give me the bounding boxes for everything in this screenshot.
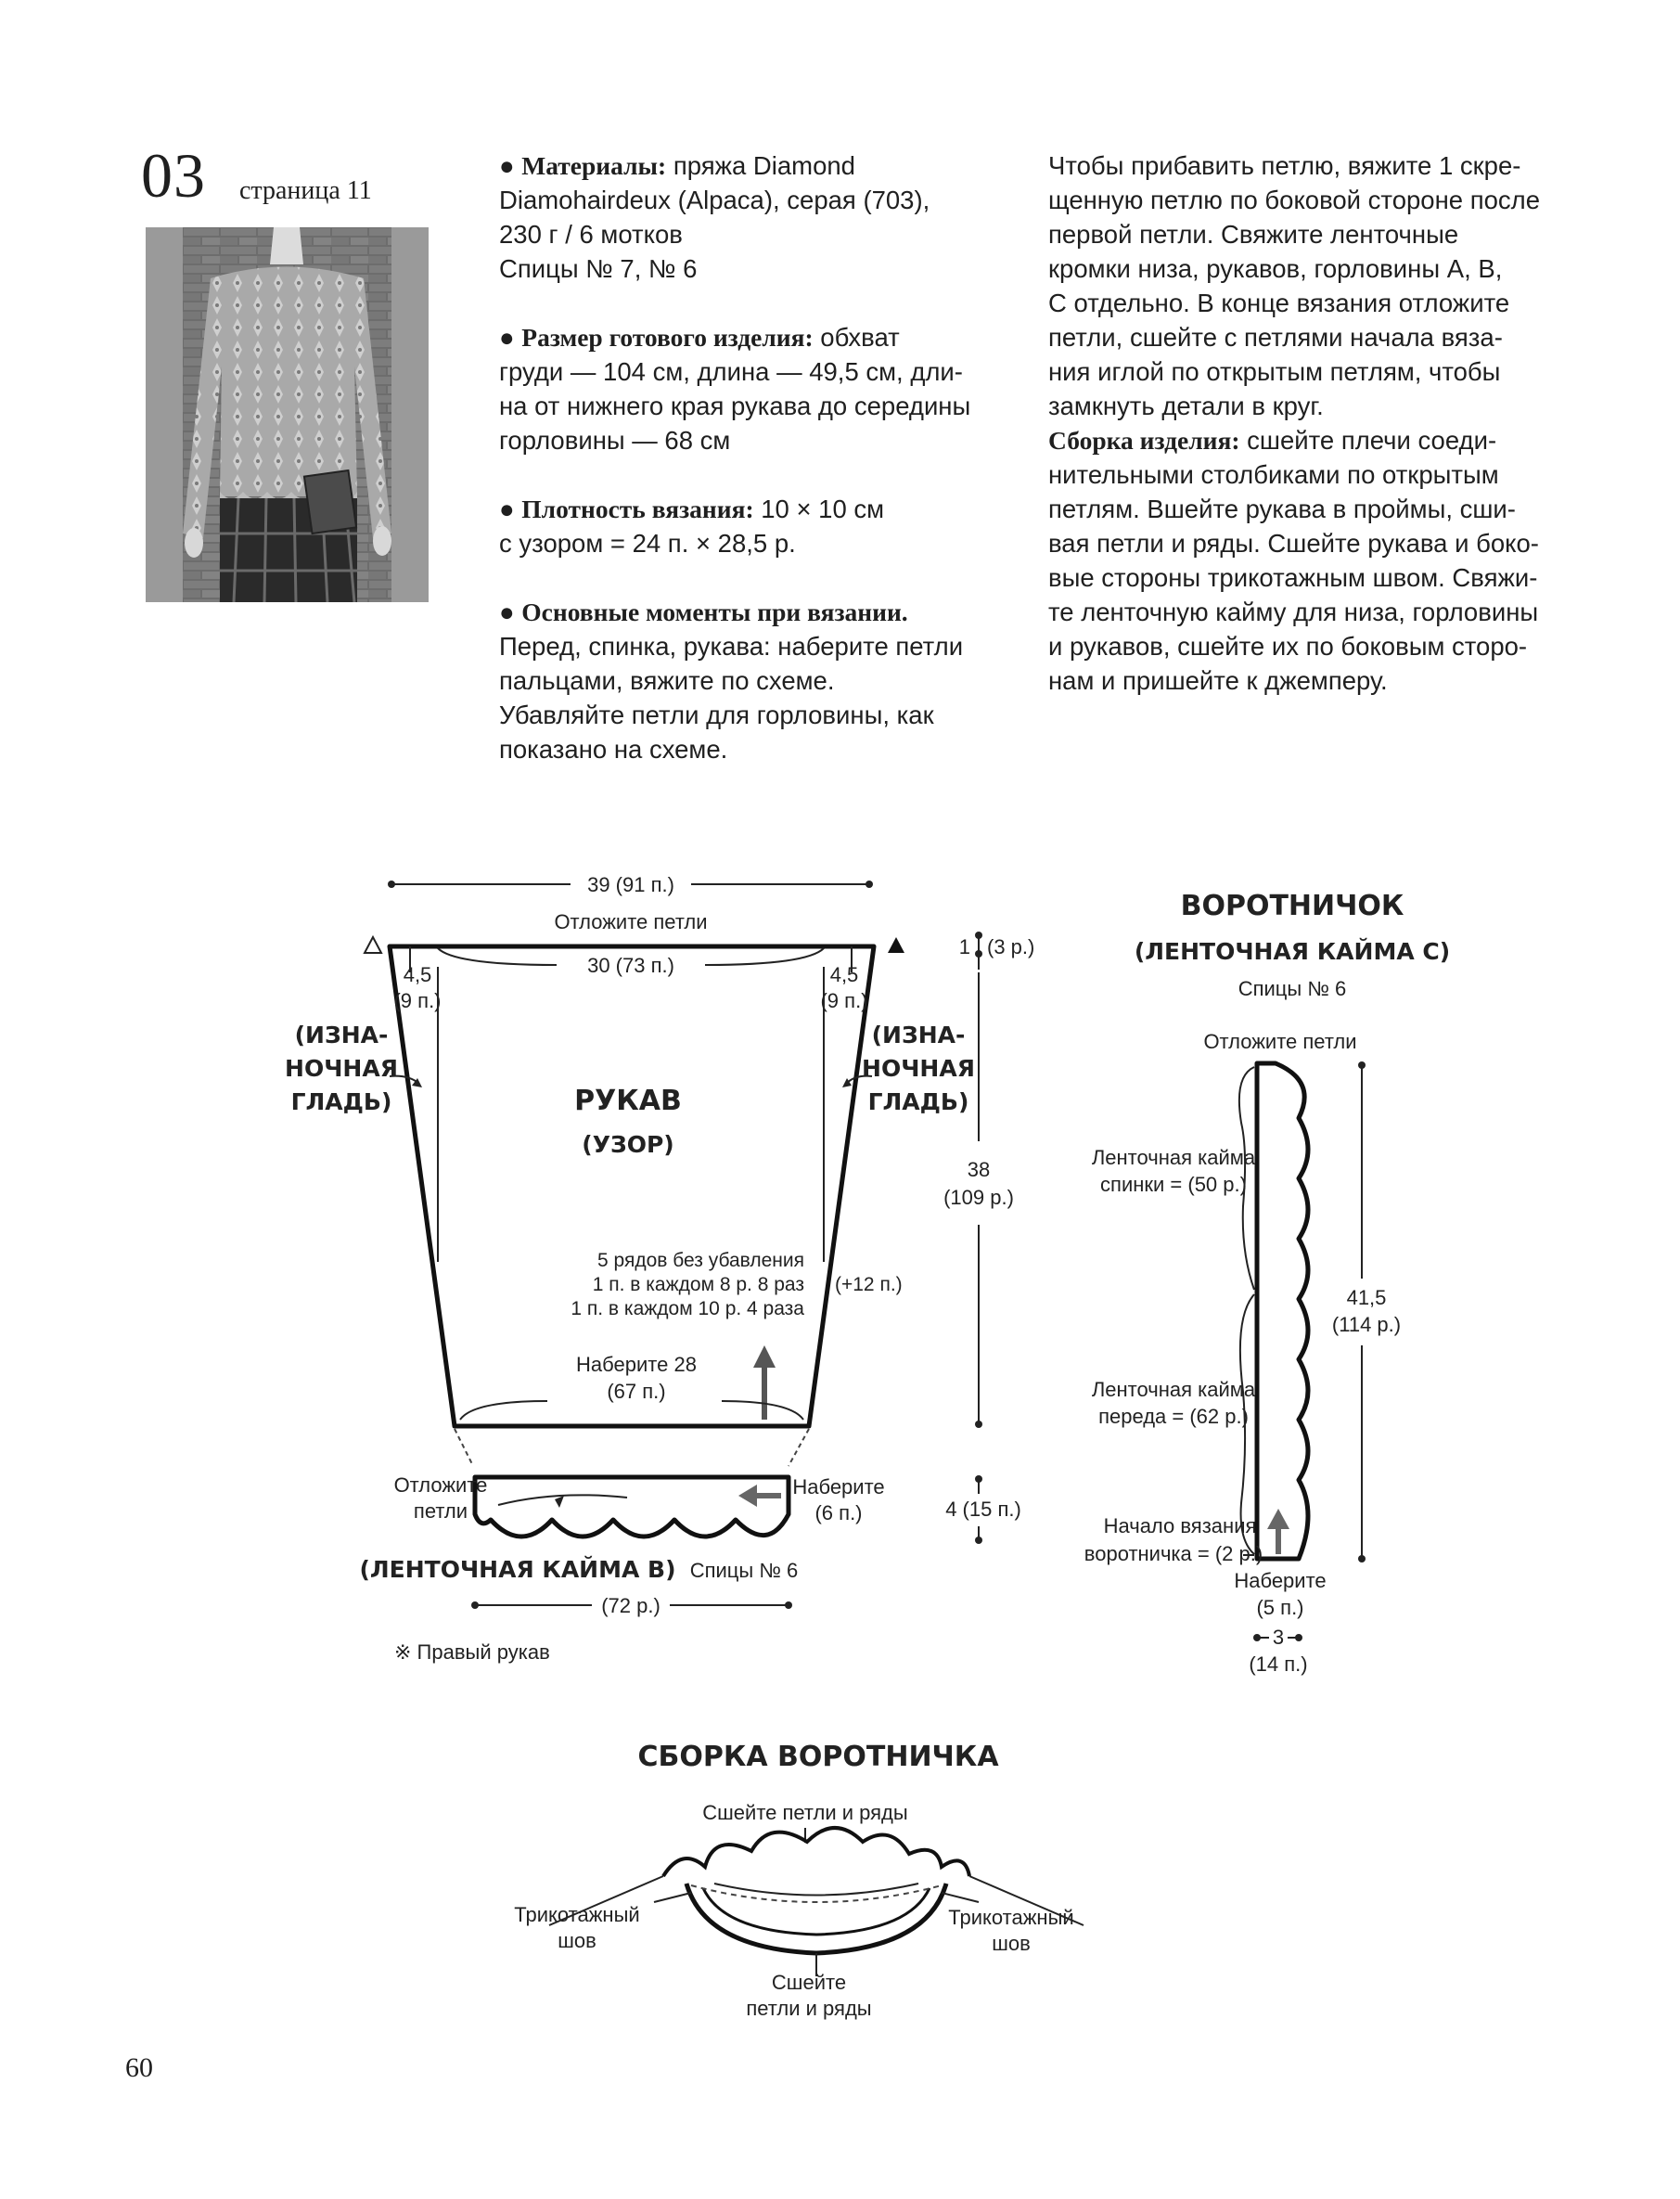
- open-triangle-icon: [365, 937, 381, 953]
- materials-text: пряжа Diamond: [673, 151, 855, 180]
- bullet-icon: ●: [499, 323, 515, 352]
- instruction-line: замкнуть детали в круг.: [1048, 392, 1324, 420]
- edging-band-b: [475, 1477, 789, 1537]
- collar-title: ВОРОТНИЧОК: [1180, 890, 1404, 922]
- band-bind-off: петли: [413, 1499, 468, 1523]
- reverse-stockinette-right: НОЧНАЯ: [862, 1055, 975, 1082]
- collar-start: Начало вязания: [1103, 1514, 1257, 1537]
- instruction-line: и рукавов, сшейте их по боковым сторо-: [1048, 632, 1528, 661]
- bullet-icon: ●: [499, 151, 515, 180]
- instruction-line: петлям. Вшейте рукава в проймы, сши-: [1048, 495, 1516, 523]
- instruction-line: сшейте плечи соеди-: [1247, 426, 1497, 455]
- key-points-label: Основные моменты при вязании.: [521, 598, 908, 626]
- instruction-line: кромки низа, рукавов, горловины A, B,: [1048, 254, 1503, 283]
- sleeve-height: 38: [967, 1158, 991, 1181]
- page-number: 60: [125, 2052, 153, 2083]
- size-label: Размер готового изделия:: [521, 323, 814, 352]
- sleeve-top-width: 39 (91 п.): [587, 873, 674, 896]
- pattern-number: 03: [141, 140, 206, 211]
- sleeve-left-side-size: 4,5: [403, 963, 432, 986]
- instruction-line: те ленточную кайму для низа, горловины: [1048, 598, 1539, 626]
- sleeve-title: РУКАВ: [574, 1085, 682, 1117]
- collar-diagram: [1084, 890, 1450, 1676]
- instruction-line: нам и пришейте к джемперу.: [1048, 666, 1388, 695]
- collar-front-band: переда = (62 р.): [1098, 1405, 1249, 1428]
- collar-assembly-diagram: [514, 1741, 1084, 2020]
- size-text: на от нижнего края рукава до середины: [499, 392, 971, 420]
- assembly-top-label: Сшейте петли и ряды: [702, 1801, 908, 1824]
- assembly-label: Сборка изделия:: [1048, 426, 1240, 455]
- instruction-line: щенную петлю по боковой стороне после: [1048, 186, 1540, 214]
- sleeve-top-rows: (3 р.): [987, 935, 1035, 958]
- reverse-stockinette-left: НОЧНАЯ: [285, 1055, 398, 1082]
- reverse-stockinette-left: (ИЗНА-: [294, 1022, 389, 1048]
- key-points-text: Убавляйте петли для горловины, как: [499, 701, 934, 729]
- collar-bind-off: Отложите петли: [1203, 1030, 1357, 1053]
- materials-text: Diamohairdeux (Alpaca), серая (703),: [499, 186, 930, 214]
- materials-text: Спицы № 7, № 6: [499, 254, 698, 283]
- direction-arrow-icon: [1267, 1509, 1289, 1529]
- page-reference: страница 11: [239, 176, 372, 205]
- instruction-line: нительными столбиками по открытым: [1048, 460, 1499, 489]
- assembly-right-label: шов: [992, 1932, 1031, 1955]
- key-points-text: Перед, спинка, рукава: наберите петли: [499, 632, 964, 661]
- instruction-line: вая петли и ряды. Сшейте рукава и боко-: [1048, 529, 1539, 558]
- instruction-line: ния иглой по открытым петлям, чтобы: [1048, 357, 1501, 386]
- gauge-text: 10 × 10 см: [761, 495, 885, 523]
- collar-cast-on-stitches: (5 п.): [1256, 1596, 1304, 1619]
- assembly-bottom-label: Сшейте: [771, 1971, 847, 1994]
- instruction-line: C отдельно. В конце вязания отложите: [1048, 289, 1510, 317]
- collar-length: 41,5: [1346, 1286, 1387, 1309]
- collar-back-band: Ленточная кайма: [1091, 1146, 1256, 1169]
- collar-front-band: Ленточная кайма: [1091, 1378, 1256, 1401]
- materials-label: Материалы:: [521, 151, 667, 180]
- collar-width-stitches: (14 п.): [1249, 1652, 1308, 1676]
- assembly-left-label: шов: [558, 1929, 596, 1952]
- assembly-bottom-label: петли и ряды: [746, 1997, 872, 2020]
- shaping-instructions: 5 рядов без убавления: [597, 1250, 804, 1271]
- band-b-title: (ЛЕНТОЧНАЯ КАЙМА B): [359, 1556, 676, 1583]
- band-bind-off: Отложите: [393, 1473, 488, 1497]
- instruction-line: Чтобы прибавить петлю, вяжите 1 скре-: [1048, 151, 1521, 180]
- assembly-right-label: Трикотажный: [948, 1906, 1074, 1929]
- collar-back-band: спинки = (50 р.): [1100, 1173, 1247, 1196]
- size-text: горловины — 68 см: [499, 426, 731, 455]
- size-text: груди — 104 см, длина — 49,5 см, дли-: [499, 357, 963, 386]
- collar-length-rows: (114 р.): [1331, 1313, 1402, 1336]
- filled-triangle-icon: [888, 937, 904, 953]
- bullet-icon: ●: [499, 495, 515, 523]
- reverse-stockinette-left: ГЛАДЬ): [290, 1088, 392, 1115]
- collar-needles: Спицы № 6: [1238, 977, 1347, 1000]
- key-points-text: показано на схеме.: [499, 735, 728, 764]
- collar-subtitle: (ЛЕНТОЧНАЯ КАЙМА C): [1134, 938, 1451, 965]
- instruction-line: петли, сшейте с петлями начала вяза-: [1048, 323, 1503, 352]
- sleeve-left-side-stitches: (9 п.): [393, 989, 442, 1012]
- collar-cast-on: Наберите: [1234, 1569, 1327, 1592]
- band-height: 4 (15 п.): [945, 1498, 1021, 1521]
- sleeve-right-side-stitches: (9 п.): [820, 989, 868, 1012]
- sleeve-inner-width: 30 (73 п.): [587, 954, 674, 977]
- sleeve-cast-on: Наберите 28: [576, 1353, 697, 1376]
- sleeve-subtitle: (УЗОР): [582, 1131, 674, 1158]
- materials-text: 230 г / 6 мотков: [499, 220, 683, 249]
- size-text: обхват: [820, 323, 900, 352]
- sleeve-cast-on-stitches: (67 п.): [607, 1380, 666, 1403]
- bullet-icon: ●: [499, 598, 515, 626]
- instruction-line: вые стороны трикотажным швом. Свяжи-: [1048, 563, 1538, 592]
- sleeve-right-side-size: 4,5: [829, 963, 859, 986]
- band-cast-on: Наберите: [792, 1475, 885, 1498]
- band-width: (72 р.): [601, 1594, 660, 1617]
- assembly-title: СБОРКА ВОРОТНИЧКА: [637, 1741, 999, 1773]
- direction-arrow-icon: [738, 1485, 757, 1507]
- reverse-stockinette-right: (ИЗНА-: [871, 1022, 966, 1048]
- increase-count: (+12 п.): [835, 1274, 903, 1295]
- direction-arrow-icon: [753, 1345, 776, 1368]
- collar-start: воротничка = (2 р.): [1084, 1542, 1263, 1565]
- band-cast-on-stitches: (6 п.): [814, 1501, 863, 1524]
- sleeve-height-rows: (109 р.): [943, 1186, 1014, 1209]
- collar-band: [1257, 1063, 1308, 1559]
- sleeve-bind-off-label: Отложите петли: [554, 910, 708, 933]
- instruction-line: первой петли. Свяжите ленточные: [1048, 220, 1459, 249]
- assembly-left-label: Трикотажный: [514, 1903, 640, 1926]
- shaping-instructions: 1 п. в каждом 10 р. 4 раза: [571, 1298, 804, 1319]
- collar-width: 3: [1272, 1626, 1285, 1649]
- key-points-text: пальцами, вяжите по схеме.: [499, 666, 835, 695]
- band-needles: Спицы № 6: [689, 1559, 799, 1582]
- sleeve-top-height: 1: [958, 935, 970, 958]
- gauge-text: с узором = 24 п. × 28,5 р.: [499, 529, 796, 558]
- sleeve-diagram: [285, 873, 1034, 1664]
- reverse-stockinette-right: ГЛАДЬ): [867, 1088, 969, 1115]
- right-sleeve-note: ※ Правый рукав: [394, 1640, 550, 1664]
- gauge-label: Плотность вязания:: [521, 495, 754, 523]
- shaping-instructions: 1 п. в каждом 8 р. 8 раз: [592, 1274, 804, 1295]
